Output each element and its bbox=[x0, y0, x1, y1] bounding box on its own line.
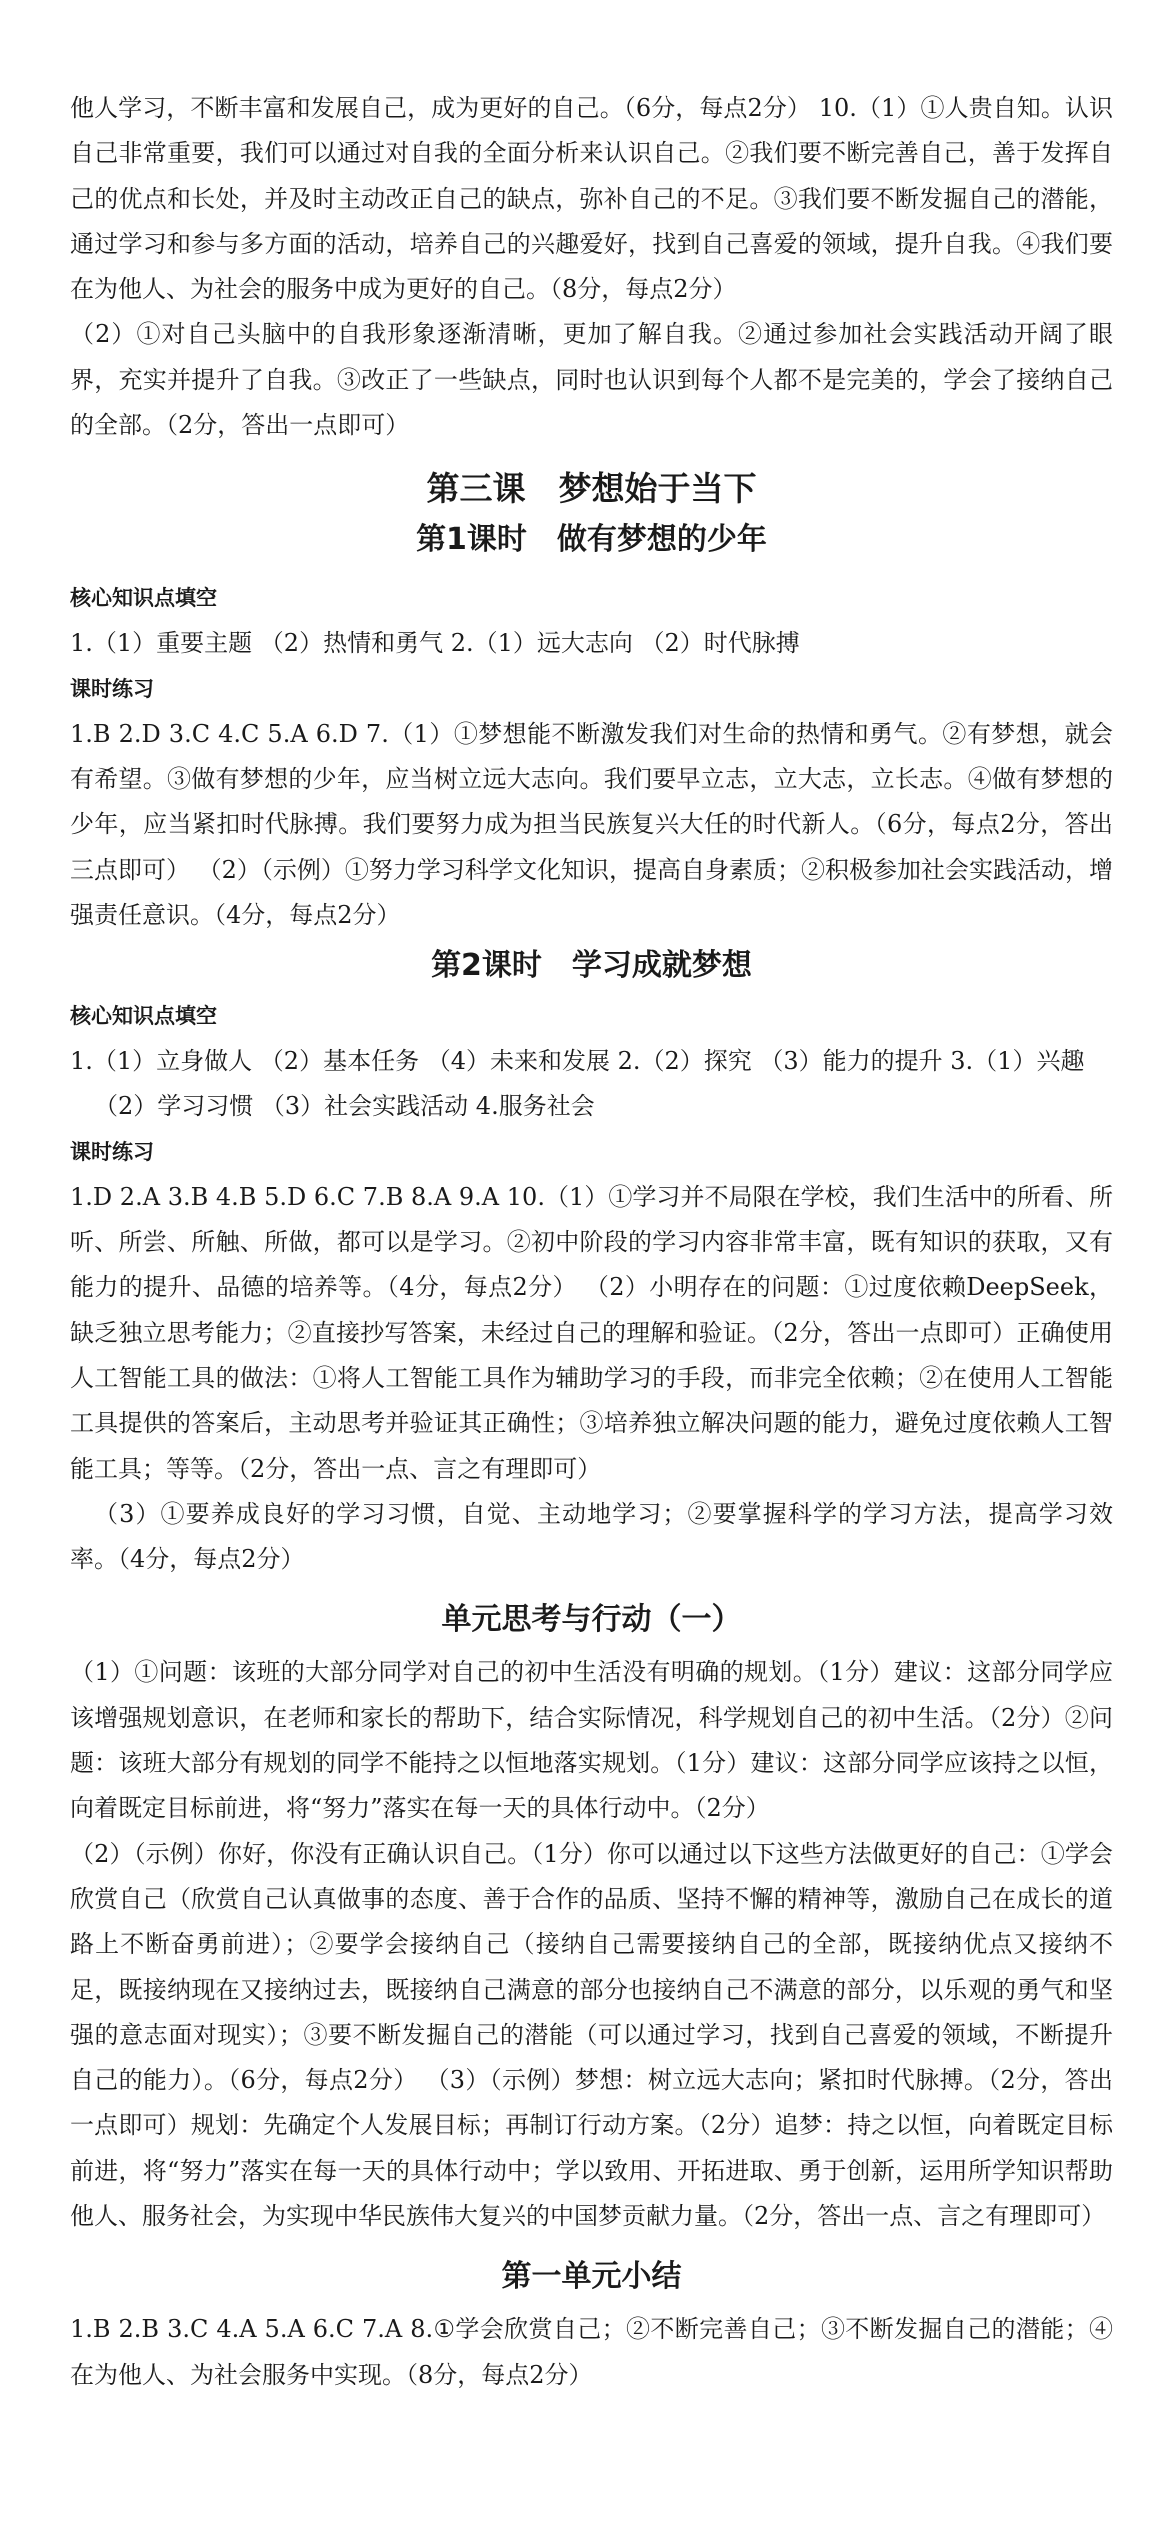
answer-paragraph: 1.（1）立身做人 （2）基本任务 （4）未来和发展 2.（2）探究 （3）能力的提升 3.（1）兴趣 bbox=[70, 1047, 1085, 1076]
answer-paragraph: （2）①对自己头脑中的自我形象逐渐清晰，更加了解自我。②通过参加社会实践活动开阔了眼界，充实并提升了自我。③改正了一些缺点，同时也认识到每个人都不是完美的，学会了接纳自己的全部。（2分，答出一点即可） bbox=[70, 320, 1113, 440]
section-heading: 核心知识点填空 bbox=[70, 1004, 217, 1029]
answer-paragraph: （1）①问题：该班的大部分同学对自己的初中生活没有明确的规划。（1分）建议：这部分同学应该增强规划意识，在老师和家长的帮助下，结合实际情况，科学规划自己的初中生活。（2分）②问题：该班大部分有规划的同学不能持之以恒地落实规划。（1分）建议：这部分同学应该持之以恒，向着既定目标前进，将“努力”落实在每一天的具体行动中。（2分） bbox=[70, 1658, 1113, 1823]
answer-paragraph: 他人学习，不断丰富和发展自己，成为更好的自己。（6分，每点2分） 10.（1）①人贵自知。认识自己非常重要，我们可以通过对自我的全面分析来认识自己。②我们要不断完善自己，善于发挥自己的优点和长处，并及时主动改正自己的缺点，弥补自己的不足。③我们要不断发掘自己的潜能，通过学习和参与多方面的活动，培养自己的兴趣爱好，找到自己喜爱的领域，提升自我。④我们要在为他人、为社会的服务中成为更好的自己。（8分，每点2分） bbox=[70, 94, 1113, 304]
lesson-title: 第三课 梦想始于当下 bbox=[426, 469, 757, 509]
unit-summary-title: 第一单元小结 bbox=[501, 2259, 682, 2295]
period-title: 第2课时 学习成就梦想 bbox=[431, 948, 752, 984]
unit-action-title: 单元思考与行动（一） bbox=[441, 1602, 742, 1638]
section-heading: 课时练习 bbox=[70, 676, 154, 701]
period-title: 第1课时 做有梦想的少年 bbox=[416, 522, 767, 558]
answer-paragraph: 1.B 2.B 3.C 4.A 5.A 6.C 7.A 8.①学会欣赏自己；②不断完善自己；③不断发掘自己的潜能；④在为他人、为社会服务中实现。（8分，每点2分） bbox=[70, 2315, 1113, 2389]
answer-paragraph: 1.B 2.D 3.C 4.C 5.A 6.D 7.（1）①梦想能不断激发我们对生命的热情和勇气。②有梦想，就会有希望。③做有梦想的少年，应当树立远大志向。我们要早立志，立大志，立长志。④做有梦想的少年，应当紧扣时代脉搏。我们要努力成为担当民族复兴大任的时代新人。（6分，每点2分，答出三点即可） （2）（示例）①努力学习科学文化知识，提高自身素质；②积极参加社会实践活动，增强责任意识。（4分，每点2分） bbox=[70, 719, 1113, 929]
section-heading: 课时练习 bbox=[70, 1139, 154, 1164]
answer-paragraph: （2）（示例）你好，你没有正确认识自己。（1分）你可以通过以下这些方法做更好的自己：①学会欣赏自己（欣赏自己认真做事的态度、善于合作的品质、坚持不懈的精神等，激励自己在成长的道路上不断奋勇前进）；②要学会接纳自己（接纳自己需要接纳自己的全部，既接纳优点又接纳不足，既接纳现在又接纳过去，既接纳自己满意的部分也接纳自己不满意的部分，以乐观的勇气和坚强的意志面对现实）；③要不断发掘自己的潜能（可以通过学习，找到自己喜爱的领域，不断提升自己的能力）。（6分，每点2分） （3）（示例）梦想：树立远大志向；紧扣时代脉搏。（2分，答出一点即可）规划：先确定个人发展目标；再制订行动方案。（2分）追梦：持之以恒，向着既定目标前进，将“努力”落实在每一天的具体行动中；学以致用、开拓进取、勇于创新，运用所学知识帮助他人、服务社会，为实现中华民族伟大复兴的中国梦贡献力量。（2分，答出一点、言之有理即可） bbox=[70, 1839, 1113, 2230]
answer-paragraph: 1.D 2.A 3.B 4.B 5.D 6.C 7.B 8.A 9.A 10.（1）①学习并不局限在学校，我们生活中的所看、所听、所尝、所触、所做，都可以是学习。②初中阶段的学习内容非常丰富，既有知识的获取，又有能力的提升、品德的培养等。（4分，每点2分） （2）小明存在的问题：①过度依赖DeepSeek，缺乏独立思考能力；②直接抄写答案，未经过自己的理解和验证。（2分，答出一点即可）正确使用人工智能工具的做法：①将人工智能工具作为辅助学习的手段，而非完全依赖；②在使用人工智能工具提供的答案后，主动思考并验证其正确性；③培养独立解决问题的能力，避免过度依赖人工智能工具；等等。（2分，答出一点、言之有理即可） bbox=[70, 1182, 1113, 1483]
answer-paragraph: （2）学习习惯 （3）社会实践活动 4.服务社会 bbox=[94, 1092, 595, 1121]
section-heading: 核心知识点填空 bbox=[70, 586, 217, 611]
answer-paragraph: （3）①要养成良好的学习习惯，自觉、主动地学习；②要掌握科学的学习方法，提高学习效率。（4分，每点2分） bbox=[70, 1499, 1113, 1574]
answer-paragraph: 1.（1）重要主题 （2）热情和勇气 2.（1）远大志向 （2）时代脉搏 bbox=[70, 629, 800, 658]
